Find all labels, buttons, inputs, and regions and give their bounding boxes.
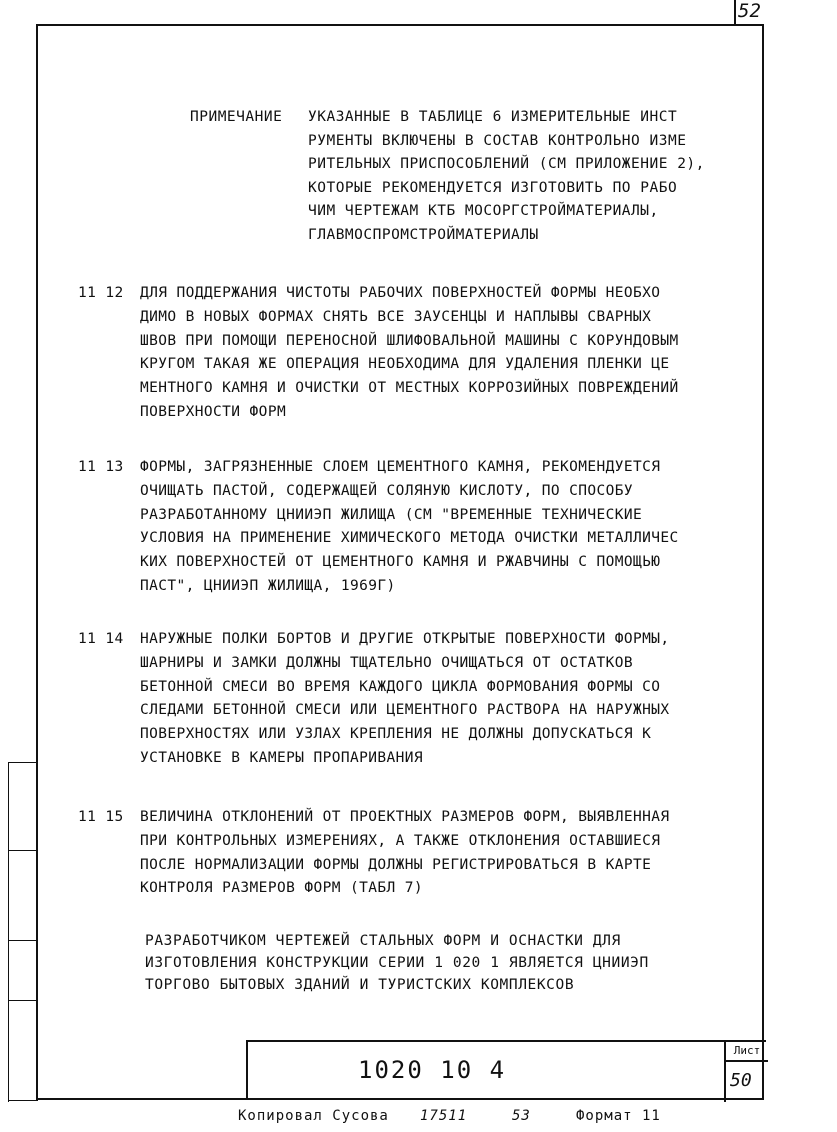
note-text: УКАЗАННЫЕ В ТАБЛИЦЕ 6 ИЗМЕРИТЕЛЬНЫЕ ИНСТ РУМЕНТЫ ВКЛЮЧЕНЫ В СОСТАВ КОНТРОЛЬНО ИЗМЕ РИТЕЛЬНЫХ ПРИСПОСОБЛЕНИЙ (СМ ПРИЛОЖЕНИЕ 2), КОТОРЫЕ РЕКОМЕНДУЕТСЯ ИЗГОТОВИТЬ ПО РАБО ЧИМ ЧЕРТЕЖАМ КТБ МОСОРГСТРОЙМАТЕРИАЛЫ, ГЛАВМОСПРОМСТРОЙМАТЕРИАЛЫ [308,109,705,243]
copied-by: Копировал Сусова [238,1108,389,1124]
sheet-number: 50 [730,1070,752,1091]
page-corner-number: 52 [738,0,761,22]
clause-text: ВЕЛИЧИНА ОТКЛОНЕНИЙ ОТ ПРОЕКТНЫХ РАЗМЕРОВ ФОРМ, ВЫЯВЛЕННАЯ ПРИ КОНТРОЛЬНЫХ ИЗМЕРЕНИЯХ, А ТАКЖЕ ОТКЛОНЕНИЯ ОСТАВШИЕСЯ ПОСЛЕ НОРМАЛИЗАЦИИ ФОРМЫ ДОЛЖНЫ РЕГИСТРИРОВАТЬСЯ В КАРТЕ КОНТРОЛЯ РАЗМЕРОВ ФОРМ (ТАБЛ 7) [140,809,670,897]
copy-count: 53 [512,1108,531,1124]
title-stamp [246,1040,766,1100]
note-block [190,106,755,247]
corner-divider [734,0,736,24]
clause-number: 11 15 [78,809,124,825]
clause-number: 11 12 [78,285,124,301]
clause-number: 11 13 [78,459,124,475]
clause-text: НАРУЖНЫЕ ПОЛКИ БОРТОВ И ДРУГИЕ ОТКРЫТЫЕ ПОВЕРХНОСТИ ФОРМЫ, ШАРНИРЫ И ЗАМКИ ДОЛЖНЫ ТЩАТЕЛЬНО ОЧИЩАТЬСЯ ОТ ОСТАТКОВ БЕТОННОЙ СМЕСИ ВО ВРЕМЯ КАЖДОГО ЦИКЛА ФОРМОВАНИЯ ФОРМЫ СО СЛЕДАМИ БЕТОННОЙ СМЕСИ ИЛИ ЦЕМЕНТНОГО РАСТВОРА НА НАРУЖНЫХ ПОВЕРХНОСТЯХ ИЛИ УЗЛАХ КРЕПЛЕНИЯ НЕ ДОЛЖНЫ ДОПУСКАТЬСЯ К УСТАНОВКЕ В КАМЕРЫ ПРОПАРИВАНИЯ [140,631,670,766]
note-label: ПРИМЕЧАНИЕ [190,109,283,125]
document-code: 1020 10 4 [358,1056,507,1084]
clause-11-12 [78,282,758,425]
clause-11-13 [78,456,758,599]
developer-note: РАЗРАБОТЧИКОМ ЧЕРТЕЖЕЙ СТАЛЬНЫХ ФОРМ И ОСНАСТКИ ДЛЯ ИЗГОТОВЛЕНИЯ КОНСТРУКЦИИ СЕРИИ 1 020 1 ЯВЛЯЕТСЯ ЦНИИЭП ТОРГОВО БЫТОВЫХ ЗДАНИЙ И ТУРИСТСКИХ КОМПЛЕКСОВ [145,933,649,993]
side-binding-strip [8,762,38,1102]
clause-number: 11 14 [78,631,124,647]
format-label: Формат 11 [576,1108,661,1124]
sheet-box [724,1042,768,1102]
clause-text: ДЛЯ ПОДДЕРЖАНИЯ ЧИСТОТЫ РАБОЧИХ ПОВЕРХНОСТЕЙ ФОРМЫ НЕОБХО ДИМО В НОВЫХ ФОРМАХ СНЯТЬ ВСЕ ЗАУСЕНЦЫ И НАПЛЫВЫ СВАРНЫХ ШВОВ ПРИ ПОМОЩИ ПЕРЕНОСНОЙ ШЛИФОВАЛЬНОЙ МАШИНЫ С КОРУНДОВЫМ КРУГОМ ТАКАЯ ЖЕ ОПЕРАЦИЯ НЕОБХОДИМА ДЛЯ УДАЛЕНИЯ ПЛЕНКИ ЦЕ МЕНТНОГО КАМНЯ И ОЧИСТКИ ОТ МЕСТНЫХ КОРРОЗИЙНЫХ ПОВРЕЖДЕНИЙ ПОВЕРХНОСТИ ФОРМ [140,285,679,420]
clause-11-14 [78,628,758,771]
order-number: 17511 [420,1108,468,1124]
sheet-label: Лист [726,1042,768,1062]
clause-text: ФОРМЫ, ЗАГРЯЗНЕННЫЕ СЛОЕМ ЦЕМЕНТНОГО КАМНЯ, РЕКОМЕНДУЕТСЯ ОЧИЩАТЬ ПАСТОЙ, СОДЕРЖАЩЕЙ СОЛЯНУЮ КИСЛОТУ, ПО СПОСОБУ РАЗРАБОТАННОМУ ЦНИИЭП ЖИЛИЩА (СМ "ВРЕМЕННЫЕ ТЕХНИЧЕСКИЕ УСЛОВИЯ НА ПРИМЕНЕНИЕ ХИМИЧЕСКОГО МЕТОДА ОЧИСТКИ МЕТАЛЛИЧЕС КИХ ПОВЕРХНОСТЕЙ ОТ ЦЕМЕНТНОГО КАМНЯ И РЖАВЧИНЫ С ПОМОЩЬЮ ПАСТ", ЦНИИЭП ЖИЛИЩА, 1969Г) [140,459,679,594]
clause-11-15 [78,806,758,901]
